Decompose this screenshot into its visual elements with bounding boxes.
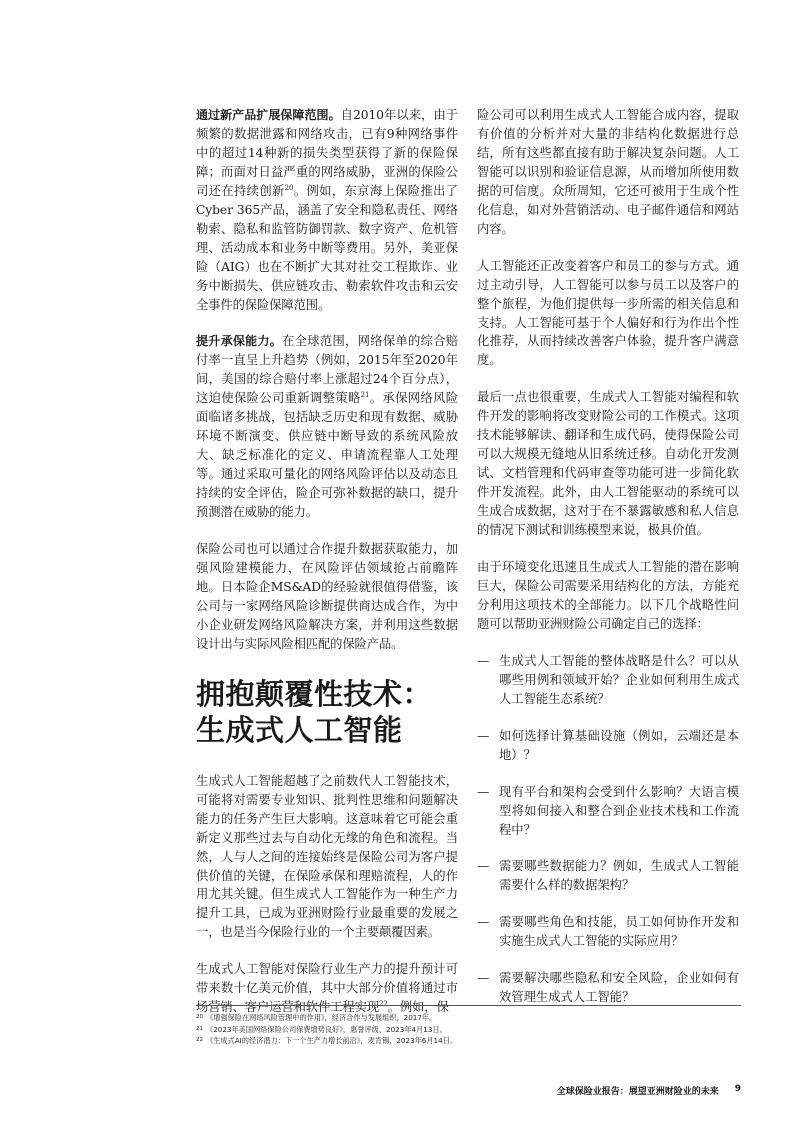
footnote-ref[interactable]: 20 [284, 183, 294, 192]
paragraph-genai-intro: 生成式人工智能超越了之前数代人工智能技术，可能将对需要专业知识、批判性思维和问题解决能力的任务产生巨大影响。这意味着它可能会重新定义那些过去与自动化无缘的角色和流程。当然，人与人之间的连接始终是保险公司为客户提供价值的关键，在保险承保和理赔流程，人的作用尤其关键。但生成式人工智能作为一种生产力提升工具，已成为亚洲财险行业最重要的发展之一，也是当今保险行业的一个主要颠覆因素。 [196, 773, 458, 940]
footnote-text: 《2023年美国网络保险公司保费增势良好》，惠誉评级，2023年4月13日。 [206, 1024, 447, 1034]
paragraph-software: 最后一点也很重要，生成式人工智能对编程和软件开发的影响将改变财险公司的工作模式。这项技术能够解读、翻译和生成代码，使得保险公司可以大规模无缝地从旧系统迁移。自动化开发测试、文档管理和代码审查等功能可进一步简化软件开发流程。此外，由人工智能驱动的系统可以生成合成数据，这对于在不暴露敏感和私人信息的情况下测试和训练模型来说，极具价值。 [477, 390, 739, 538]
dash-bullet: — [477, 653, 490, 668]
footnote-ref[interactable]: 21 [360, 391, 370, 400]
dash-bullet: — [477, 915, 490, 930]
footnote [196, 1024, 741, 1036]
list-item [477, 857, 739, 895]
question-text: 需要哪些角色和技能，员工如何协作开发和实施生成式人工智能的实际应用？ [499, 915, 739, 949]
paragraph-partnership: 保险公司也可以通过合作提升数据获取能力，加强风险建模能力，在风险评估领域抢占前瞻阵地。日本险企MS&AD的经验就很值得借鉴，该公司与一家网络风险诊断提供商达成合作，为中小企业研发网络风险解决方案，并利用这些数据设计出与实际风险相匹配的保险产品。 [196, 542, 458, 651]
footnote-ref[interactable]: 22 [378, 1000, 388, 1009]
page-number: 9 [734, 1084, 741, 1094]
question-text: 生成式人工智能的整体战略是什么？可以从哪些用例和领域开始？企业如何利用生成式人工智能生态系统？ [499, 653, 739, 706]
footnote [196, 1035, 741, 1047]
right-column [477, 106, 739, 1025]
footnote-number: 21 [196, 1025, 203, 1032]
text: 生成式人工智能对保险行业生产力的提升预计可带来数十亿美元价值，其中大部分价值将通过市场营销、客户运营和软件工程实现 [196, 962, 458, 1015]
question-list [477, 652, 739, 1007]
lead-bold: 提升承保能力。 [196, 334, 283, 349]
list-item [477, 783, 739, 840]
list-item [477, 727, 739, 765]
heading-line-2: 生成式人工智能 [196, 712, 403, 747]
section-heading [196, 676, 458, 748]
footer-title: 全球保险业报告：展望亚洲财险业的未来 [556, 1087, 719, 1097]
list-item [477, 969, 739, 1007]
list-item [477, 652, 739, 709]
paragraph-content-synthesis: 险公司可以利用生成式人工智能合成内容，提取有价值的分析并对大量的非结构化数据进行总结，所有这些都直接有助于解决复杂问题。人工智能可以识别和验证信息源，从而增加所使用数据的可信度。众所周知，它还可被用于生成个性化信息，如对外营销活动、电子邮件通信和网站内容。 [477, 108, 739, 236]
paragraph-strategy-intro: 由于环境变化迅速且生成式人工智能的潜在影响巨大，保险公司需要采用结构化的方法，方能充分利用这项技术的全部能力。以下几个战略性问题可以帮助亚洲财险公司确定自己的选择： [477, 560, 739, 631]
dash-bullet: — [477, 971, 490, 986]
lead-bold: 通过新产品扩展保障范围。 [196, 108, 341, 122]
paragraph-engagement: 人工智能还正改变着客户和员工的参与方式。通过主动引导，人工智能可以参与员工以及客户的整个旅程，为他们提供每一步所需的相关信息和支持。人工智能可基于个人偏好和行为作出个性化推荐，从而持续改善客户体验，提升客户满意度。 [477, 258, 739, 368]
text: 。例如，保 [387, 1000, 449, 1015]
dash-bullet: — [477, 728, 490, 743]
dash-bullet: — [477, 784, 490, 799]
left-column [196, 106, 458, 1035]
dash-bullet: — [477, 859, 490, 874]
footnote-text: 《增强保险在网络风险管理中的作用》，经济合作与发展组织，2017年。 [206, 1013, 437, 1022]
text: 。承保网络风险面临诸多挑战，包括缺乏历史和现有数据、威胁环境不断演变、供应链中断导致的系统风险放大、缺乏标准化的定义、申请流程靠人工处理等。通过采取可量化的网络风险评估以及动态且持续的安全评估，险企可弥补数据的缺口，提升预测潜在威胁的能力。 [196, 391, 458, 520]
text: 在全球范围，网络保单的综合赔付率一直呈上升趋势（例如，2015年至2020年间，美国的综合赔付率上涨超过24个百分点），这迫使保险公司重新调整策略 [196, 334, 458, 406]
footnote-text: 《生成式AI的经济潜力：下一个生产力增长前沿》，麦肯锡，2023年6月14日。 [206, 1036, 458, 1046]
footnote-number: 20 [196, 1014, 203, 1020]
footnote-number: 22 [196, 1037, 203, 1044]
footnote [196, 1012, 741, 1024]
paragraph-underwriting [196, 332, 458, 522]
paragraph-coverage [196, 106, 458, 314]
footnotes [196, 1005, 741, 1047]
question-text: 现有平台和架构会受到什么影响？大语言模型将如何接入和整合到企业技术栈和工作流程中？ [499, 784, 739, 837]
question-text: 需要哪些数据能力？例如，生成式人工智能需要什么样的数据架构？ [499, 859, 739, 893]
text: 。例如，东京海上保险推出了Cyber 365产品，涵盖了安全和隐私责任、网络勒索、隐私和监管防御罚款、数字资产、危机管理、活动成本和业务中断等费用。另外，美亚保险（AIG）也在不断扩大其对社交工程欺诈、业务中断损失、供应链攻击、勒索软件攻击和云安全事件的保险保障范围。 [196, 183, 458, 312]
question-text: 如何选择计算基础设施（例如，云端还是本地）？ [499, 728, 739, 762]
text: 自2010年以来，由于频繁的数据泄露和网络攻击，已有9种网络事件中的超过14种新的损失类型获得了新的保险保障；而面对日益严重的网络威胁，亚洲的保险公司还在持续创新 [196, 108, 458, 198]
question-text: 需要解决哪些隐私和安全风险，企业如何有效管理生成式人工智能？ [499, 971, 739, 1005]
page-footer [557, 1084, 741, 1097]
list-item [477, 913, 739, 951]
heading-line-1: 拥抱颠覆性技术： [196, 676, 433, 711]
